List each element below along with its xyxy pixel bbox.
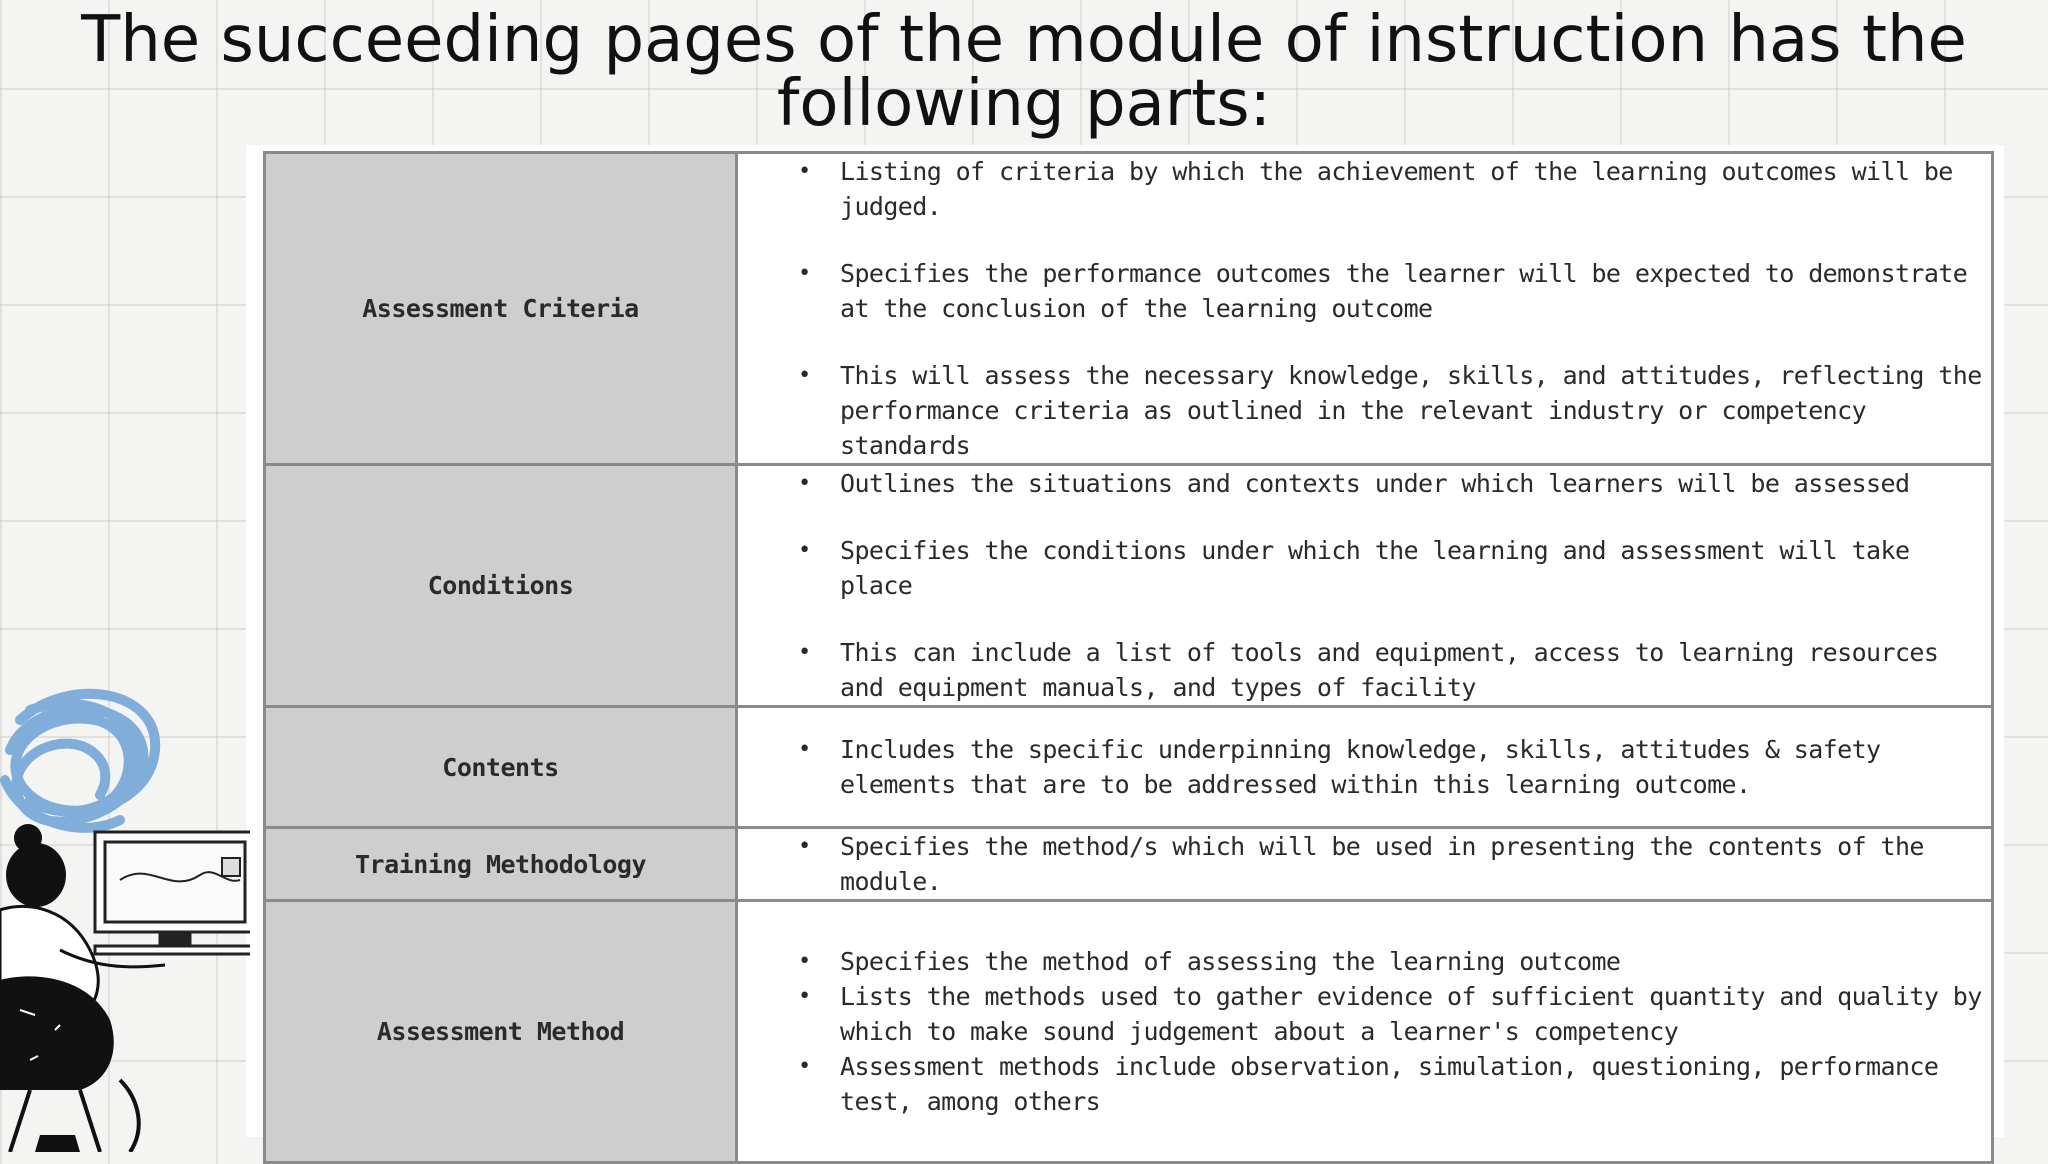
list-item: • Listing of criteria by which the achievement of the learning outcomes will be judged. [798, 154, 1983, 224]
list-item: • Specifies the performance outcomes the learner will be expected to demonstrate at the conclusion of the learning outcome [798, 256, 1983, 326]
slide-title [0, 3, 2048, 141]
table-row [265, 707, 1993, 828]
bullet-list [798, 829, 1983, 899]
list-item: • Lists the methods used to gather evidence of sufficient quantity and quality by which to make sound judgement about a learner's competency [798, 979, 1983, 1049]
list-item: • This will assess the necessary knowledge, skills, and attitudes, reflecting the performance criteria as outlined in the relevant industry or competency standards [798, 358, 1983, 463]
row-description [737, 901, 1993, 1163]
list-item: • Outlines the situations and contexts under which learners will be assessed [798, 466, 1983, 501]
bullet-list [798, 732, 1983, 802]
row-label-training-methodology: Training Methodology [265, 828, 737, 901]
table-card [246, 145, 2004, 1137]
row-label-assessment-criteria: Assessment Criteria [265, 153, 737, 465]
slide-title-line-2: following parts: [776, 67, 1272, 141]
row-description [737, 707, 1993, 828]
module-parts-table [263, 151, 1994, 1164]
bullet-list [798, 944, 1983, 1119]
row-description [737, 465, 1993, 707]
person-at-computer-illustration [0, 680, 250, 1152]
row-description [737, 153, 1993, 465]
table-row [265, 828, 1993, 901]
list-item: • Specifies the method/s which will be used in presenting the contents of the module. [798, 829, 1983, 899]
row-label-conditions: Conditions [265, 465, 737, 707]
bullet-list [798, 466, 1983, 705]
list-item: • Specifies the conditions under which the learning and assessment will take place [798, 533, 1983, 603]
row-description [737, 828, 1993, 901]
blue-scribble-icon [5, 694, 155, 828]
list-item: • Includes the specific underpinning knowledge, skills, attitudes & safety elements that are to be addressed within this learning outcome. [798, 732, 1983, 802]
list-item: • Assessment methods include observation, simulation, questioning, performance test, among others [798, 1049, 1983, 1119]
computer-monitor-icon [95, 832, 250, 954]
list-item: • Specifies the method of assessing the learning outcome [798, 944, 1983, 979]
row-label-assessment-method: Assessment Method [265, 901, 737, 1163]
table-row [265, 465, 1993, 707]
table-row [265, 901, 1993, 1163]
list-item: • This can include a list of tools and equipment, access to learning resources and equipment manuals, and types of facility [798, 635, 1983, 705]
table-row [265, 153, 1993, 465]
bullet-list [798, 154, 1983, 463]
slide-title-line-1: The succeeding pages of the module of instruction has the [81, 3, 1967, 77]
row-label-contents: Contents [265, 707, 737, 828]
